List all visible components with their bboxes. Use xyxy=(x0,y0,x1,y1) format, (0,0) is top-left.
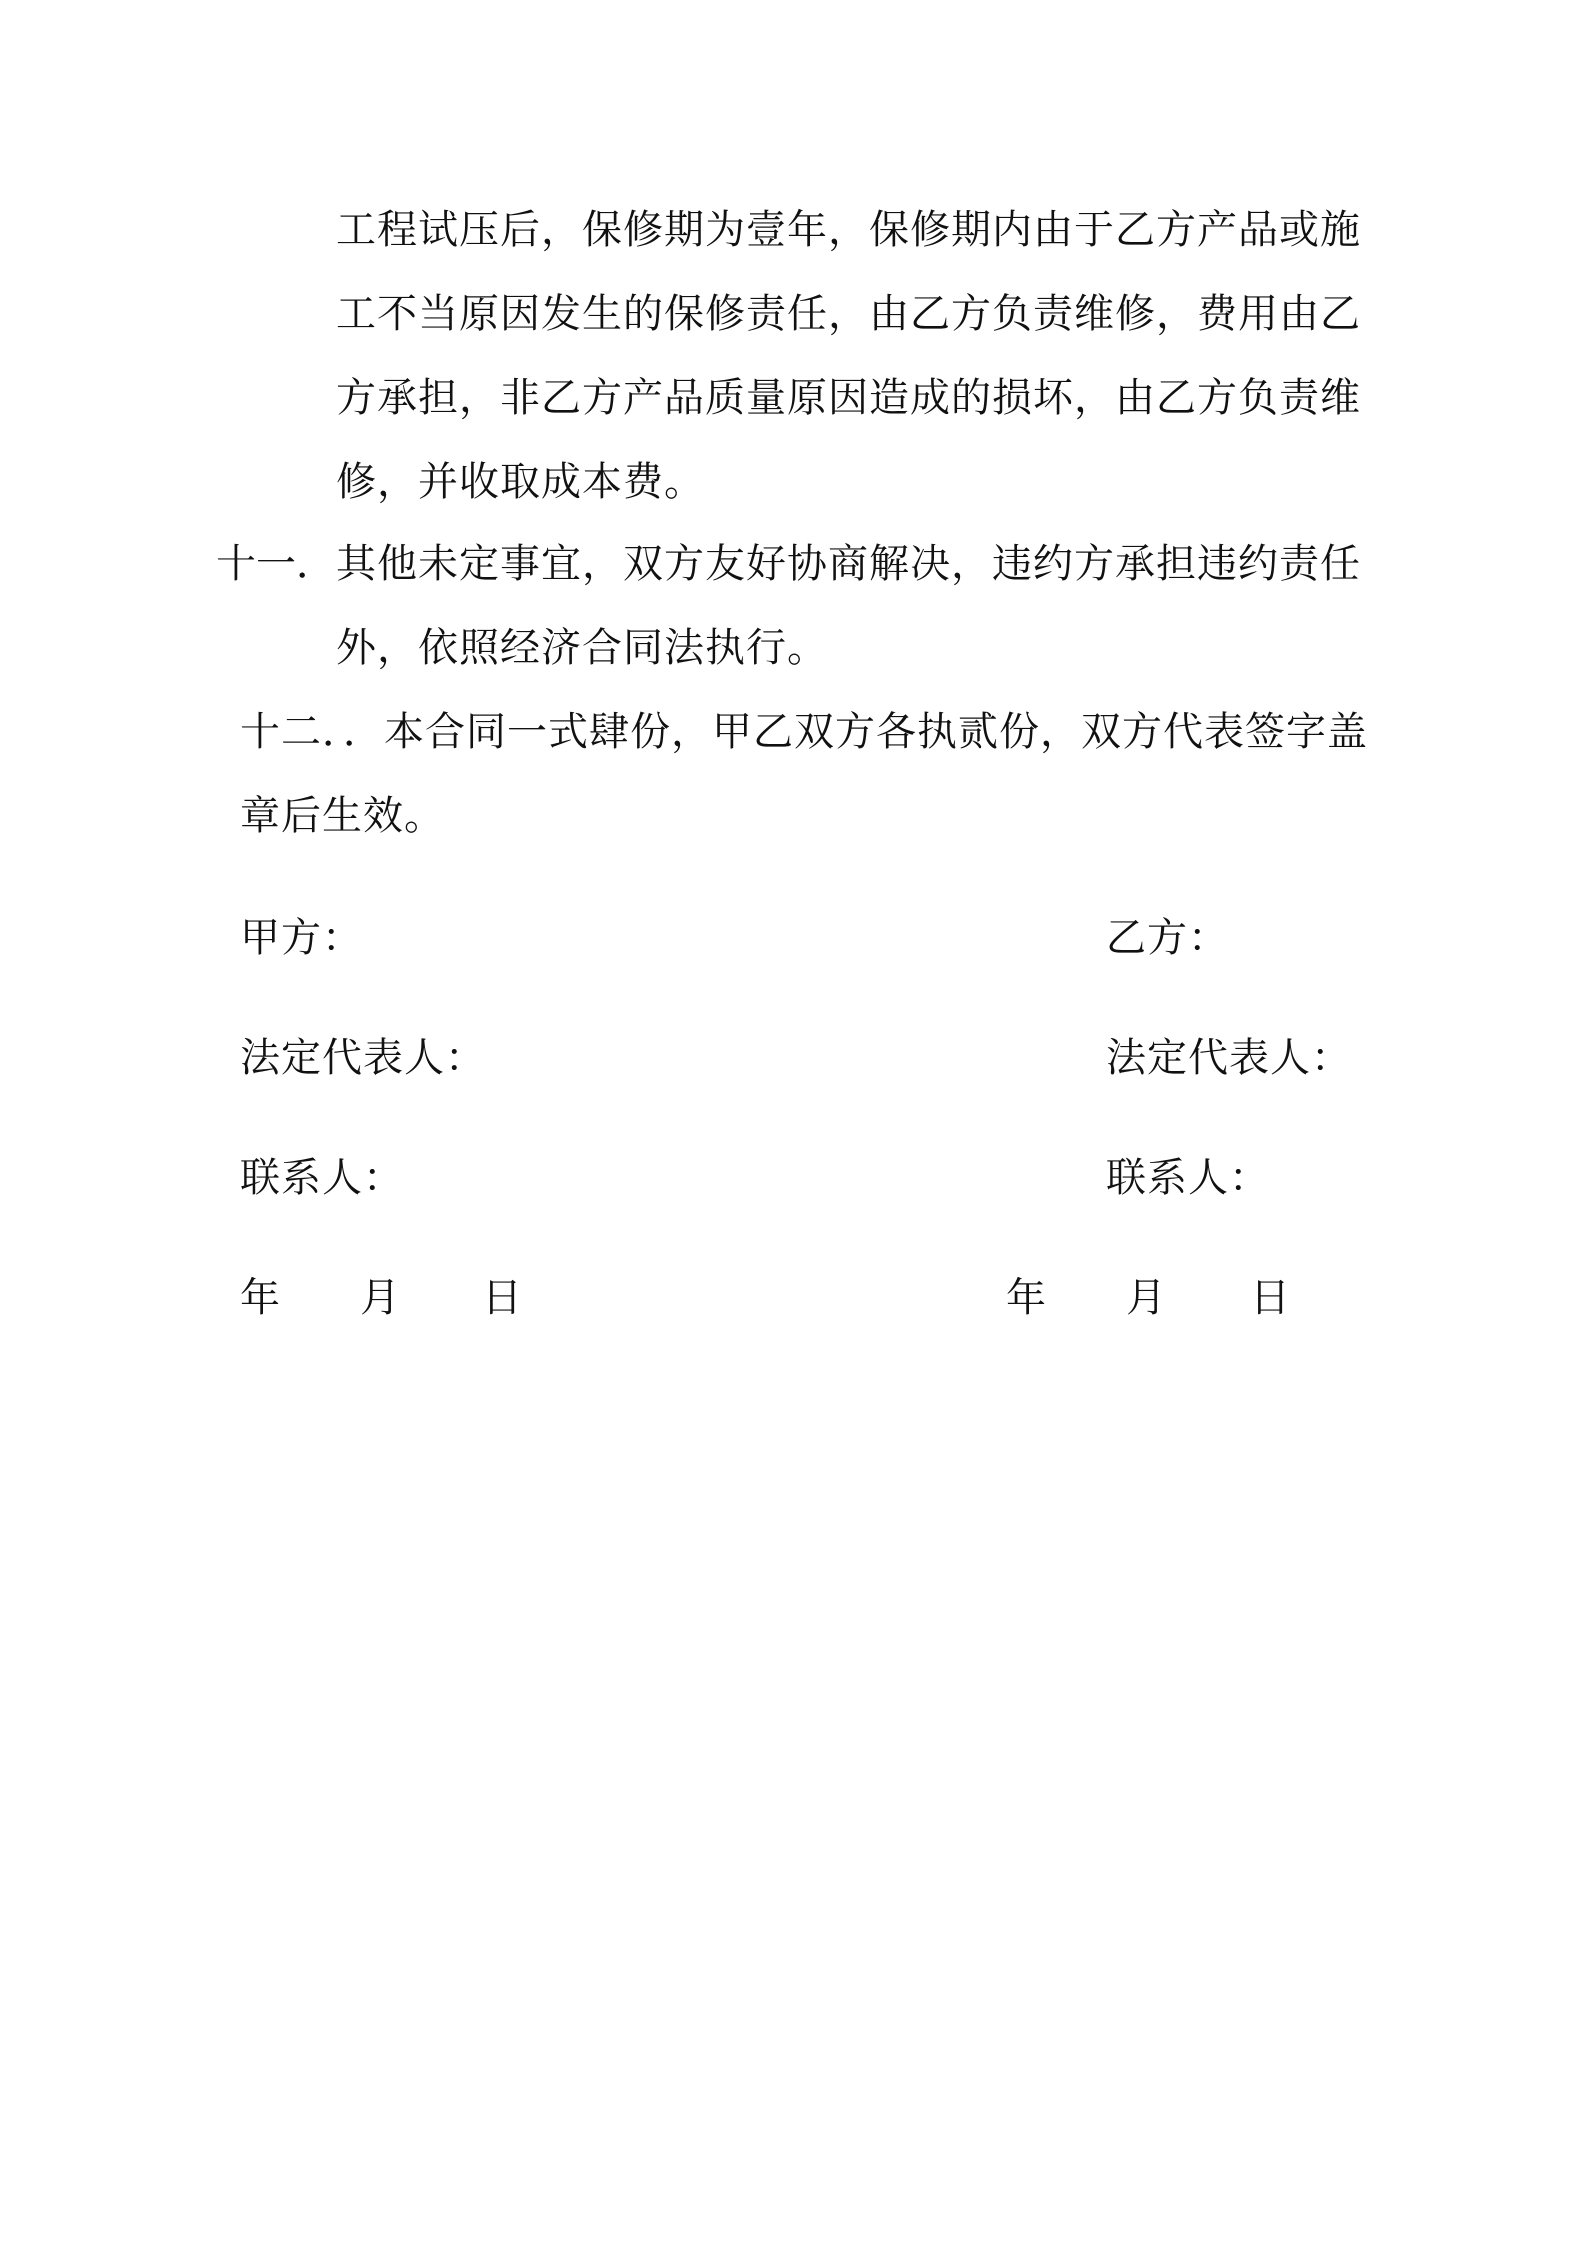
party-a-month: 月 xyxy=(360,1275,401,1321)
party-a-day: 日 xyxy=(482,1275,523,1321)
party-b-contact-label: 联系人： xyxy=(1106,1155,1270,1201)
party-b-day: 日 xyxy=(1250,1275,1291,1321)
party-a-rep-label: 法定代表人： xyxy=(240,1035,486,1081)
clause-10-line-2: 工不当原因发生的保修责任，由乙方负责维修，费用由乙 xyxy=(336,291,1361,337)
party-a-year: 年 xyxy=(240,1275,281,1321)
clause-11-line-2: 外，依照经济合同法执行。 xyxy=(336,625,828,671)
party-a-contact-label: 联系人： xyxy=(240,1155,404,1201)
clause-11-number: 十一． xyxy=(216,541,336,587)
clause-10-line-4: 修，并收取成本费。 xyxy=(336,459,705,505)
party-b-year: 年 xyxy=(1006,1275,1047,1321)
party-b-rep-label: 法定代表人： xyxy=(1106,1035,1352,1081)
party-b-month: 月 xyxy=(1126,1275,1167,1321)
clause-11-line-1: 其他未定事宜，双方友好协商解决，违约方承担违约责任 xyxy=(336,541,1361,587)
party-a-label: 甲方： xyxy=(240,915,363,961)
clause-12-line-2: 章后生效。 xyxy=(240,793,445,839)
clause-12-line-1: 十二．．本合同一式肆份，甲乙双方各执贰份，双方代表签字盖 xyxy=(240,709,1368,755)
clause-10-line-1: 工程试压后，保修期为壹年，保修期内由于乙方产品或施 xyxy=(336,207,1361,253)
clause-10-line-3: 方承担，非乙方产品质量原因造成的损坏，由乙方负责维 xyxy=(336,375,1361,421)
party-b-label: 乙方： xyxy=(1106,915,1229,961)
